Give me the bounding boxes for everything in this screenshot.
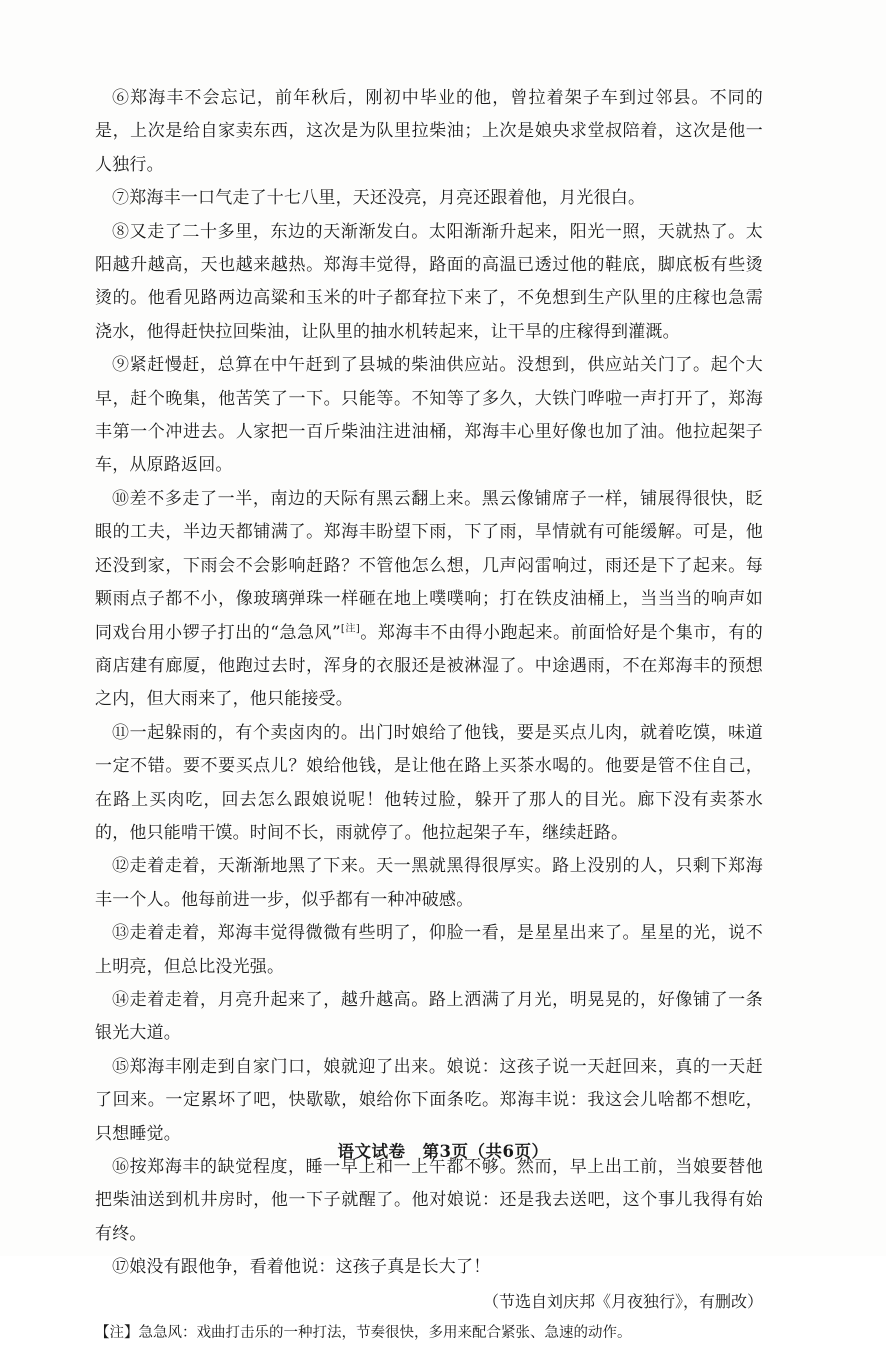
paragraph-13: ⑬走着走着，郑海丰觉得微微有些明了，仰脸一看，是星星出来了。星星的光，说不上明亮，但总比没光强。 (95, 923, 763, 977)
paragraph-10-tail: 。郑海丰不由得小跑起来。前面恰好是个集市，有的商店建有廊厦，他跑过去时，浑身的衣服还是被淋湿了。中途遇雨，不在郑海丰的预想之内，但大雨来了，他只能接受。 (95, 622, 763, 710)
paragraph-17: ⑰娘没有跟他争，看着他说：这孩子真是长大了！ (112, 1257, 491, 1278)
paragraph-8: ⑧又走了二十多里，东边的天渐渐发白。太阳渐渐升起来，阳光一照，天就热了。太阳越升越高，天也越来越热。郑海丰觉得，路面的高温已透过他的鞋底，脚底板有些烫烫的。他看见路两边高粱和玉米的叶子都耷拉下来了，不免想到生产队里的庄稼也急需浇水，他得赶快拉回柴油，让队里的抽水机转起来，让干旱的庄稼得到灌溉。 (95, 221, 763, 342)
paragraph-16: ⑯按郑海丰的缺觉程度，睡一早上和一上午都不够。然而，早上出工前，当娘要替他把柴油送到机井房时，他一下子就醒了。他对娘说：还是我去送吧，这个事儿我得有始有终。 (95, 1157, 763, 1244)
paragraph-12: ⑫走着走着，天渐渐地黑了下来。天一黑就黑得很厚实。路上没别的人，只剩下郑海丰一个人。他每前进一步，似乎都有一种冲破感。 (95, 856, 763, 910)
footnote: 【注】急急风：戏曲打击乐的一种打法，节奏很快，多用来配合紧张、急速的动作。 (95, 1324, 632, 1341)
page-footer: 语文试卷 第3页（共6页） (337, 1142, 549, 1161)
paragraph-14: ⑭走着走着，月亮升起来了，越升越高。路上洒满了月光，明晃晃的，好像铺了一条银光大道。 (95, 989, 763, 1044)
paragraph-6: ⑥郑海丰不会忘记，前年秋后，刚初中毕业的他，曾拉着架子车到过邻县。不同的是，上次是给自家卖东西，这次是为队里拉柴油；上次是娘央求堂叔陪着，这次是他一人独行。 (95, 88, 763, 175)
paragraph-10-head: ⑩差不多走了一半，南边的天际有黑云翻上来。黑云像铺席子一样，铺展得很快，眨眼的工夫，半边天都铺满了。郑海丰盼望下雨，下了雨，旱情就有可能缓解。可是，他还没到家，下雨会不会影响赶路？不管他怎么想，几声闷雷响过，雨还是下了起来。每颗雨点子都不小，像玻璃弹珠一样砸在地上噗噗响；打在铁皮油桶上，当当当的响声如同戏台用小锣子打出的“急急风” (95, 488, 763, 643)
paragraph-7: ⑦郑海丰一口气走了十七八里，天还没亮，月亮还跟着他，月光很白。 (112, 188, 646, 209)
paragraph-11: ⑪一起躲雨的，有个卖卤肉的。出门时娘给了他钱，要是买点儿肉，就着吃馍，味道一定不错。要不要买点儿？娘给他钱，是让他在路上买茶水喝的。他要是管不住自己，在路上买肉吃，回去怎么跟娘说呢！他转过脸，躲开了那人的目光。廊下没有卖茶水的，他只能啃干馍。时间不长，雨就停了。他拉起架子车，继续赶路。 (95, 722, 763, 843)
paragraph-10 (95, 483, 763, 717)
source-citation: （节选自刘庆邦《月夜独行》，有删改） (482, 1291, 763, 1311)
footnote-reference: [注] (340, 622, 360, 634)
paragraph-15: ⑮郑海丰刚走到自家门口，娘就迎了出来。娘说：这孩子说一天赶回来，真的一天赶了回来。一定累坏了吧，快歇歇，娘给你下面条吃。郑海丰说：我这会儿啥都不想吃，只想睡觉。 (95, 1056, 763, 1144)
paragraph-9: ⑨紧赶慢赶，总算在中午赶到了县城的柴油供应站。没想到，供应站关门了。起个大早，赶个晚集，他苦笑了一下。只能等。不知等了多久，大铁门哗啦一声打开了，郑海丰第一个冲进去。人家把一百斤柴油注进油桶，郑海丰心里好像也加了油。他拉起架子车，从原路返回。 (95, 355, 763, 476)
